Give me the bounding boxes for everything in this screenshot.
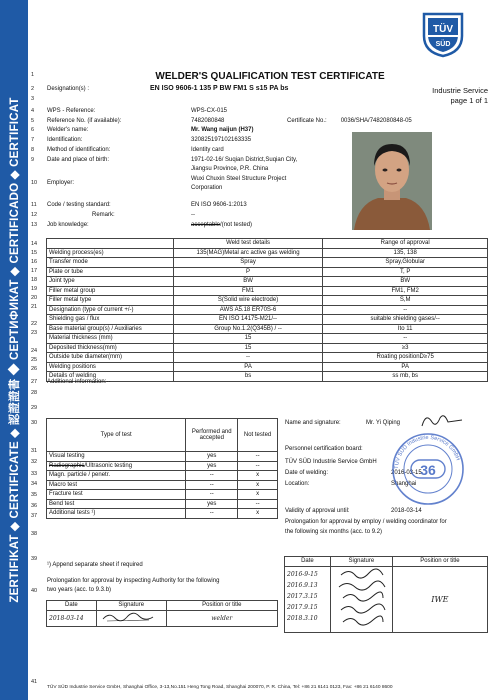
test-perf: yes <box>186 452 238 462</box>
stamp-number: 36 <box>420 462 436 478</box>
row-range: Roating positionD≥75 <box>323 353 488 363</box>
line-number: 24 <box>31 348 38 354</box>
line-number: 3 <box>31 96 35 102</box>
line-number: 37 <box>31 513 38 519</box>
line-number: 13 <box>31 222 38 228</box>
line-number: 41 <box>31 679 38 685</box>
performed-header: Performed and accepted <box>186 419 238 452</box>
line-number: 1 <box>31 72 35 78</box>
row-range: suitable shielding gases/-- <box>323 315 488 325</box>
append-footnote: ¹) Append separate sheet if required <box>47 562 143 568</box>
row-detail: bs <box>173 372 323 382</box>
test-not: -- <box>238 452 278 462</box>
line-number: 31 <box>31 448 38 454</box>
svg-text:SÜD: SÜD <box>435 41 451 48</box>
prolong-right-date-3: 2017.3.15 <box>287 592 318 600</box>
test-label: Additional tests ¹) <box>47 509 186 519</box>
row-detail: FM1 <box>173 286 323 296</box>
test-not: x <box>238 480 278 490</box>
line-number: 25 <box>31 357 38 363</box>
weld-details-rows <box>47 248 488 381</box>
row-detail: BW <box>173 277 323 287</box>
line-number: 26 <box>31 366 38 372</box>
prolong-right-date-5: 2018.3.10 <box>287 614 318 622</box>
row-range: PA <box>323 362 488 372</box>
line-number: 9 <box>31 157 35 163</box>
wps-reference-label: WPS - Reference: <box>47 108 96 114</box>
name-signature-value: Mr. Yi Qiping <box>366 420 401 426</box>
method-identification-value: Identity card <box>191 147 224 153</box>
prolong-right-table <box>284 556 488 633</box>
prolong-left-position: welder <box>166 610 277 626</box>
row-label: Transfer mode <box>47 258 174 268</box>
date-of-welding-value: 2016-03-15 <box>391 470 422 476</box>
test-label-rest: /Ultrasonic testing <box>84 462 133 469</box>
job-knowledge-label: Job knowledge: <box>47 222 89 228</box>
birth-line1: 1971-02-16/ Suqian District,Suqian City, <box>191 157 298 163</box>
line-number: 4 <box>31 108 35 114</box>
page-indicator: page 1 of 1 <box>450 96 488 105</box>
row-label: Details of welding <box>47 372 174 382</box>
row-label: Outside tube diameter(mm) <box>47 353 174 363</box>
prolong-right-header-row <box>285 557 488 567</box>
header-empty-cell <box>47 239 174 249</box>
footer-address: TÜV SÜD Industrie Service GmbH, Shanghai Office, 3-13,No.151 Heng Tong Road, Shanghai 200070, P. R. China, Tel: +86 21 6141 0123, Fax: +86 21 6140 8600 <box>47 685 393 690</box>
handwritten-signature <box>99 611 159 623</box>
row-detail: 135(MAG)Metal arc active gas welding <box>173 248 323 258</box>
test-row <box>47 499 278 509</box>
welder-name-value: Mr. Wang naijun (H37) <box>191 127 254 133</box>
line-number: 23 <box>31 330 38 336</box>
industrie-service-label: Industrie Service <box>432 86 488 95</box>
test-perf: -- <box>186 509 238 519</box>
test-perf: -- <box>186 471 238 481</box>
table-row <box>47 267 488 277</box>
test-label: Bend test <box>47 499 186 509</box>
line-number: 35 <box>31 492 38 498</box>
test-label: Macro test <box>47 480 186 490</box>
line-number: 15 <box>31 250 38 256</box>
prolong-right-signatures <box>330 566 392 632</box>
line-number: 22 <box>31 321 38 327</box>
welder-photo <box>352 132 432 230</box>
table-row <box>47 248 488 258</box>
row-range: FM1, FM2 <box>323 286 488 296</box>
line-number: 5 <box>31 118 35 124</box>
svg-text:TÜV: TÜV <box>433 24 453 35</box>
row-range: S,M <box>323 296 488 306</box>
line-number: 32 <box>31 459 38 465</box>
handwritten-chinese-signatures <box>333 567 389 629</box>
test-perf: yes <box>186 461 238 471</box>
row-label: Welding positions <box>47 362 174 372</box>
prolong-left-line1: Prolongation for approval by inspecting Authority for the following <box>47 578 220 584</box>
test-row <box>47 480 278 490</box>
line-number: 40 <box>31 588 38 594</box>
prolong-left-signature <box>96 610 166 626</box>
table-row <box>47 315 488 325</box>
test-perf: yes <box>186 499 238 509</box>
reference-no-label: Reference No. (if available): <box>47 118 122 124</box>
test-label: Visual testing <box>47 452 186 462</box>
reference-no-value: 7482080848 <box>191 118 225 124</box>
prolong-left-line2: two years (acc. to 9.3.b) <box>47 587 112 593</box>
table-row <box>47 286 488 296</box>
table-row <box>47 277 488 287</box>
row-detail: PA <box>173 362 323 372</box>
test-label-struck: Radiographic <box>49 462 85 469</box>
table-row <box>47 296 488 306</box>
prolong-left-date-header: Date <box>47 601 97 611</box>
welder-name-label: Welder's name: <box>47 127 89 133</box>
prolong-left-row <box>47 610 278 626</box>
employer-line2: Corporation <box>191 185 223 191</box>
tests-header-row <box>47 419 278 452</box>
line-number: 12 <box>31 212 38 218</box>
line-number: 30 <box>31 420 38 426</box>
row-range: ss mb, bs <box>323 372 488 382</box>
identification-label: Identification: <box>47 137 83 143</box>
tests-table <box>46 418 278 519</box>
board-label: Personnel certification board: <box>285 446 363 452</box>
test-row <box>47 490 278 500</box>
line-number: 6 <box>31 127 35 133</box>
line-number: 20 <box>31 295 38 301</box>
location-label: Location: <box>285 481 310 487</box>
row-label: Shielding gas / flux <box>47 315 174 325</box>
line-number: 16 <box>31 259 38 265</box>
examiner-signature <box>418 410 468 432</box>
line-number: 7 <box>31 137 35 143</box>
test-label: Magn. particle / penetr. <box>47 471 186 481</box>
name-signature-label: Name and signature: <box>285 420 341 426</box>
weld-details-header-row <box>47 239 488 249</box>
test-perf: -- <box>186 480 238 490</box>
prolong-left-signature-header: Signature <box>96 601 166 611</box>
row-label: Filler metal type <box>47 296 174 306</box>
prolong-left-table <box>46 600 278 627</box>
prolong-right-line1: Prolongation for approval by employ / welding coordinator for <box>285 519 447 525</box>
test-not: x <box>238 509 278 519</box>
table-row <box>47 258 488 268</box>
tests-rows <box>47 452 278 519</box>
certificate-no <box>287 118 412 124</box>
type-of-test-header: Type of test <box>47 419 186 452</box>
line-number: 27 <box>31 379 38 385</box>
birth-line2: Jiangsu Province, P.R. China <box>191 166 269 172</box>
row-range: 135, 138 <box>323 248 488 258</box>
test-label: Fracture test <box>47 490 186 500</box>
row-detail: AWS A5.18 ER70S-6 <box>173 305 323 315</box>
row-detail: EN ISO 14175-M21/-- <box>173 315 323 325</box>
prolong-right-signature-header: Signature <box>330 557 392 567</box>
location-value: Shanghai <box>391 481 417 487</box>
row-range: -- <box>323 305 488 315</box>
line-number: 2 <box>31 86 35 92</box>
row-label: Filler metal group <box>47 286 174 296</box>
test-perf: -- <box>186 490 238 500</box>
row-detail: 15 <box>173 334 323 344</box>
test-row <box>47 471 278 481</box>
band-text: ZERTIFIKAT ◆ CERTIFICATE ◆ 認證證書 ◆ СЕРТИФИКАТ ◆ CERTIFICADO ◆ CERTIFICAT <box>9 97 21 603</box>
additional-info: Additional information:-- <box>47 379 111 385</box>
birth-label: Date and place of birth: <box>47 157 110 163</box>
line-number: 38 <box>31 531 38 537</box>
row-label: Plate or tube <box>47 267 174 277</box>
row-detail: Spray <box>173 258 323 268</box>
prolong-left-position-header: Position or title <box>166 601 277 611</box>
row-range: T, P <box>323 267 488 277</box>
prolong-right-date-1: 2016-9-15 <box>287 570 318 578</box>
line-number: 14 <box>31 241 38 247</box>
board-value: TÜV SÜD Industrie Service GmbH <box>285 459 377 465</box>
line-number: 18 <box>31 277 38 283</box>
test-not: -- <box>238 461 278 471</box>
employer-label: Employer: <box>47 180 75 186</box>
prolong-right-date-2: 2016.9.13 <box>287 581 318 589</box>
test-not: x <box>238 471 278 481</box>
row-label: Joint type <box>47 277 174 287</box>
line-number: 21 <box>31 304 38 310</box>
row-range: BW <box>323 277 488 287</box>
tuv-stamp <box>389 430 467 508</box>
row-range: Spray,Globular <box>323 258 488 268</box>
row-label: Base material group(s) / Auxiliaries <box>47 324 174 334</box>
table-row <box>47 343 488 353</box>
designation-label: Designation(s) : <box>47 86 90 92</box>
row-range: Ito 11 <box>323 324 488 334</box>
weld-details-table <box>46 238 488 382</box>
range-of-approval-header: Range of approval <box>323 239 488 249</box>
row-label: Deposited thickness(mm) <box>47 343 174 353</box>
row-detail: P <box>173 267 323 277</box>
prolong-right-dates <box>285 566 331 632</box>
identification-value: 320825197102163335 <box>191 137 252 143</box>
line-number: 8 <box>31 147 35 153</box>
test-row <box>47 461 278 471</box>
employer-line1: Wuxi Chuxin Steel Structure Project <box>191 176 287 182</box>
method-identification-label: Method of identification: <box>47 147 111 153</box>
row-label: Designation (type of current +/-) <box>47 305 174 315</box>
validity-label: Validity of approval until: <box>285 508 350 514</box>
job-knowledge-value <box>191 222 252 228</box>
row-range: ≥3 <box>323 343 488 353</box>
weld-test-details-header: Weld test details <box>173 239 323 249</box>
line-number: 17 <box>31 268 38 274</box>
prolong-right-line2: the following six months (acc. to 9.2) <box>285 529 383 535</box>
line-number: 29 <box>31 405 38 411</box>
validity-value: 2018-03-14 <box>391 508 422 514</box>
test-row <box>47 452 278 462</box>
prolong-right-date-4: 2017.9.15 <box>287 603 318 611</box>
table-row <box>47 353 488 363</box>
prolong-left-date: 2018-03-14 <box>47 610 97 626</box>
line-number: 11 <box>31 202 37 208</box>
table-row <box>47 305 488 315</box>
row-label: Material thickness (mm) <box>47 334 174 344</box>
code-value: EN ISO 9606-1:2013 <box>191 202 247 208</box>
table-row <box>47 372 488 382</box>
line-number: 28 <box>31 390 38 396</box>
certificate-no-label: Certificate No.: <box>287 118 327 124</box>
row-detail: Group No.1.2(Q345B) / -- <box>173 324 323 334</box>
table-row <box>47 362 488 372</box>
row-detail: 15 <box>173 343 323 353</box>
code-label: Code / testing standard: <box>47 202 111 208</box>
line-number: 19 <box>31 286 38 292</box>
prolong-right-date-header: Date <box>285 557 331 567</box>
prolong-left-header-row <box>47 601 278 611</box>
line-number: 33 <box>31 471 38 477</box>
test-row <box>47 509 278 519</box>
certificate-no-value: 0036/SHA/7482080848-05 <box>340 118 412 124</box>
remark-label: Remark: <box>92 212 115 218</box>
line-number: 10 <box>31 180 38 186</box>
job-knowledge-struck: acceptable <box>191 222 221 228</box>
left-certificate-band <box>0 0 28 700</box>
line-number: 39 <box>31 556 38 562</box>
row-range: -- <box>323 334 488 344</box>
wps-reference-value: WPS-CX-015 <box>191 108 228 114</box>
row-label: Welding process(es) <box>47 248 174 258</box>
test-not: -- <box>238 499 278 509</box>
stamp-arc-text: TÜV SÜD Industrie Service GmbH <box>393 434 461 470</box>
tuv-sud-logo <box>418 8 468 58</box>
line-number: 36 <box>31 503 38 509</box>
remark-value: -- <box>191 212 195 218</box>
row-detail: -- <box>173 353 323 363</box>
prolong-right-row <box>285 566 488 632</box>
certificate-title: WELDER'S QUALIFICATION TEST CERTIFICATE <box>155 71 385 82</box>
table-row <box>47 334 488 344</box>
date-of-welding-label: Date of welding: <box>285 470 329 476</box>
test-not: x <box>238 490 278 500</box>
row-detail: S(Solid wire electrode) <box>173 296 323 306</box>
prolong-right-position-header: Position or title <box>392 557 487 567</box>
designation-value: EN ISO 9606-1 135 P BW FM1 S s15 PA bs <box>150 85 289 92</box>
line-number: 34 <box>31 481 38 487</box>
prolong-right-position: IWE <box>392 566 487 632</box>
test-label <box>47 461 186 471</box>
job-knowledge-rest: /(not tested) <box>220 222 253 228</box>
not-tested-header: Not tested <box>238 419 278 452</box>
table-row <box>47 324 488 334</box>
